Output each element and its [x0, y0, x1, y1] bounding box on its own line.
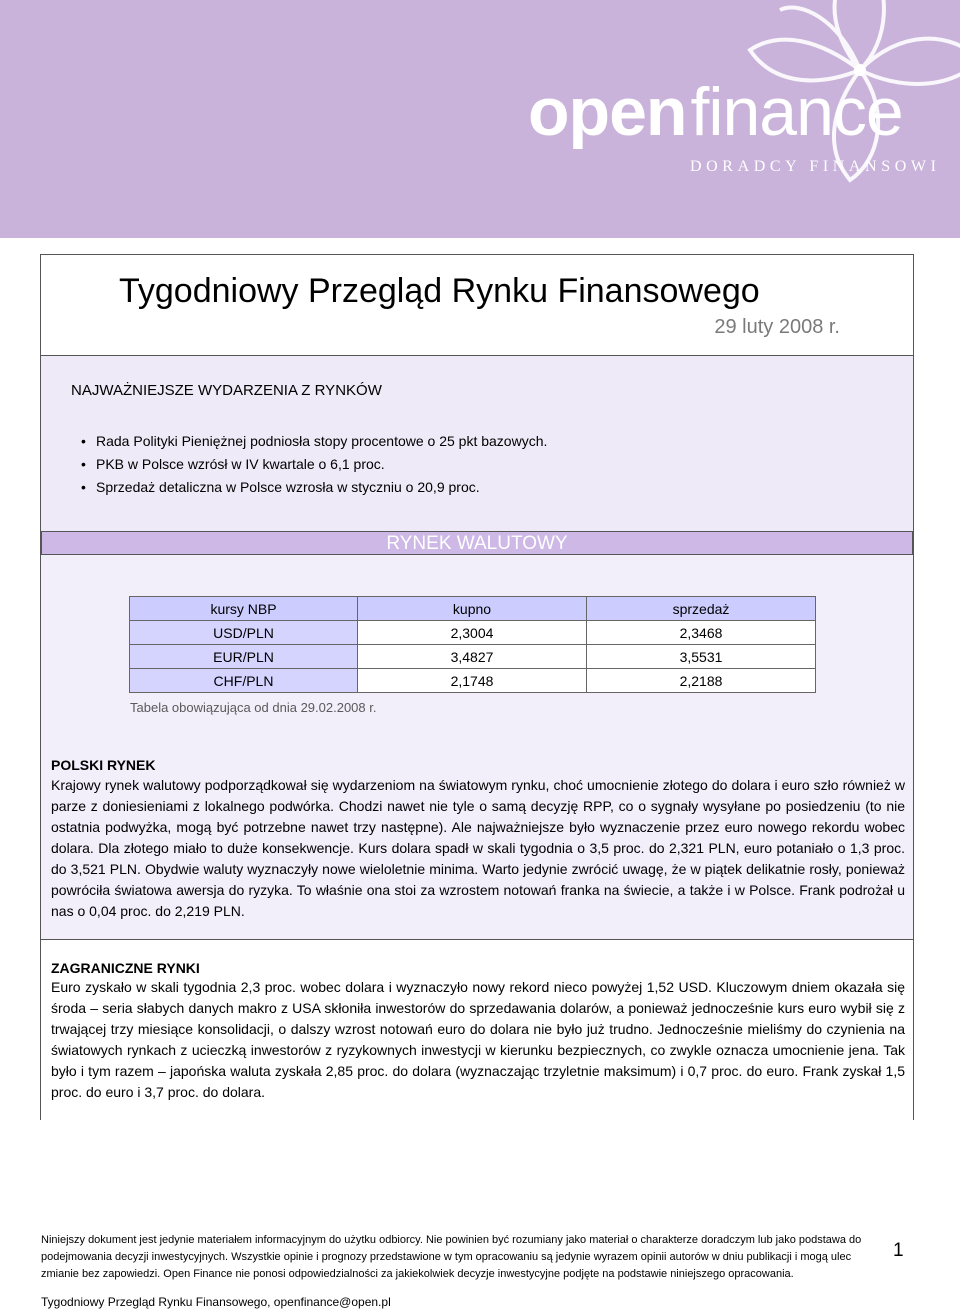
table-row	[130, 621, 816, 645]
key-events-list	[81, 430, 547, 499]
header-banner	[0, 0, 960, 238]
list-item: • Sprzedaż detaliczna w Polsce wzrosła w styczniu o 20,9 proc.	[81, 476, 547, 499]
fx-rates-table	[129, 596, 816, 693]
sell-rate: 2,3468	[587, 621, 816, 645]
sell-rate: 3,5531	[587, 645, 816, 669]
column-header-sell: sprzedaż	[587, 597, 816, 621]
sell-rate: 2,2188	[587, 669, 816, 693]
list-item: • Rada Polityki Pieniężnej podniosła stopy procentowe o 25 pkt bazowych.	[81, 430, 547, 453]
page-title: Tygodniowy Przegląd Rynku Finansowego	[119, 272, 760, 310]
foreign-markets-title: ZAGRANICZNE RYNKI	[51, 960, 200, 976]
logo-open-text: open	[528, 74, 687, 150]
key-events-title: NAJWAŻNIEJSZE WYDARZENIA Z RYNKÓW	[71, 382, 382, 399]
table-row	[130, 645, 816, 669]
currency-pair: EUR/PLN	[130, 645, 358, 669]
fx-section-header: RYNEK WALUTOWY	[41, 531, 913, 555]
polish-market-text: Krajowy rynek walutowy podporządkował się wydarzeniom na światowym rynku, choć umocnienie złotego do dolara i euro szło również w parze z doniesieniami z lokalnego podwórka. Chodzi nawet nie tyle o samą decyzję RPP, co o sygnały wysyłane po posiedzeniu (to nie ostatnia podwyżka, mogą być potrzebne nawet trzy następne). Ale najważniejsze było wyznaczenie przez euro nowego rekordu wobec dolara. Dla złotego miało to duże konsekwencje. Kurs dolara spadł w skali tygodnia o 3,5 proc. do 2,321 PLN, euro potaniało o 1,3 proc. do 3,521 PLN. Obydwie waluty wyznaczyły nowe wieloletnie minima. Warto jedynie zwrócić uwagę, że w piątek delikatnie rosły, ponieważ powróciła światowa awersja do ryzyka. To właśnie ona stoi za wzrostem notowań franka na świecie, a także i w Polsce. Frank podrożał u nas o 0,04 proc. do 2,219 PLN.	[51, 777, 905, 919]
column-header-rates: kursy NBP	[130, 597, 358, 621]
disclaimer: Niniejszy dokument jest jedynie materiałem informacyjnym do użytku odbiorcy. Nie powinien być rozumiany jako materiał o charakterze doradczym lub jako podstawa do podejmowania decyzji inwestycyjnych. Wszystkie opinie i prognozy przedstawione w tym opracowaniu są jedynie wyrazem opinii autorów w dniu publikacji i mogą ulec zmianie bez zapowiedzi. Open Finance nie ponosi odpowiedzialności za jakiekolwiek decyzje inwestycyjne podjęte na podstawie niniejszego opracowania.	[41, 1234, 862, 1280]
footer-contact: Tygodniowy Przegląd Rynku Finansowego, openfinance@open.pl	[41, 1295, 391, 1309]
buy-rate: 2,1748	[358, 669, 587, 693]
table-row	[130, 669, 816, 693]
currency-pair: CHF/PLN	[130, 669, 358, 693]
buy-rate: 2,3004	[358, 621, 587, 645]
polish-market-title: POLSKI RYNEK	[51, 757, 156, 773]
buy-rate: 3,4827	[358, 645, 587, 669]
logo-finance-text: finance	[690, 74, 903, 150]
column-header-buy: kupno	[358, 597, 587, 621]
brand-logo	[528, 74, 903, 150]
report-date: 29 luty 2008 r.	[714, 316, 840, 338]
list-item: • PKB w Polsce wzrósł w IV kwartale o 6,1 proc.	[81, 453, 547, 476]
currency-pair: USD/PLN	[130, 621, 358, 645]
table-header-row	[130, 597, 816, 621]
foreign-markets-text: Euro zyskało w skali tygodnia 2,3 proc. wobec dolara i wyznaczyło nowy rekord nieco powyżej 1,52 USD. Kluczowym dniem okazała się środa – seria słabych danych makro z USA skłoniła inwestorów do sprzedawania dolarów, a ponieważ jednocześnie kurs euro wybił się z trwającej trzy miesiące konsolidacji, o dalszy wzrost notowań euro do dolara nie było już trudno. Jednocześnie mieliśmy do czynienia na światowych rynkach z ucieczką inwestorów z ryzykownych inwestycji w kierunku bezpiecznych, co zwykle oznacza umocnienie jena. Tak było i tym razem – japońska waluta zyskała 2,85 proc. do dolara (wyznaczając trzyletnie maksimum) i 0,7 proc. do euro. Frank zyskał 1,5 proc. do euro i 3,7 proc. do dolara.	[51, 979, 905, 1100]
key-events-section	[41, 355, 913, 531]
page-number: 1	[893, 1240, 904, 1261]
logo-tagline: DORADCY FINANSOWI	[690, 158, 941, 175]
fx-table-note: Tabela obowiązująca od dnia 29.02.2008 r.	[130, 700, 377, 715]
